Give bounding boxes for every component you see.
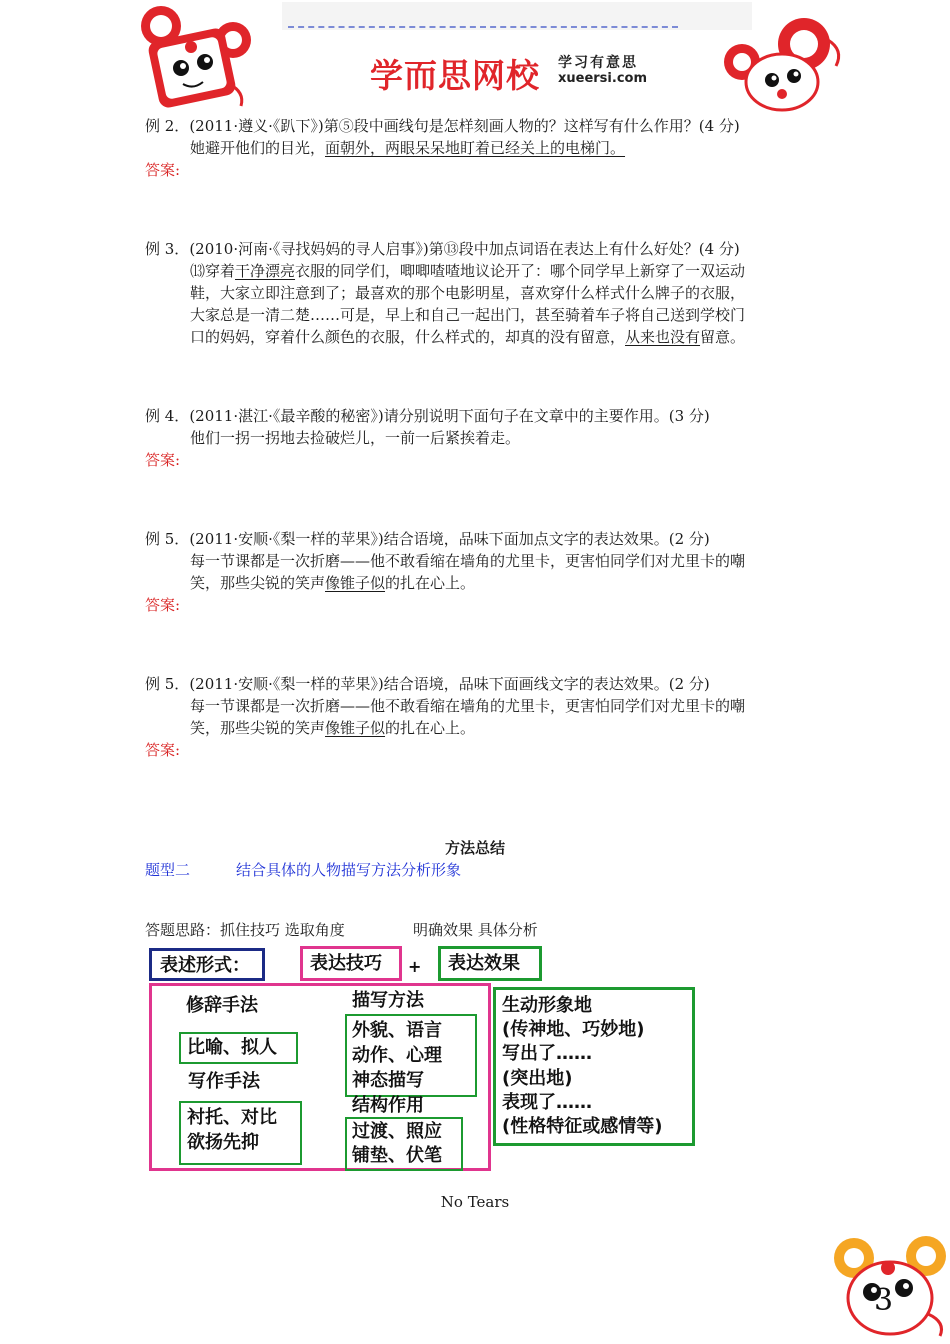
header-strip bbox=[282, 2, 752, 30]
rhetoric-title: 修辞手法 bbox=[186, 995, 258, 1016]
brand-logo bbox=[370, 50, 648, 97]
structure-items: 过渡、照应 bbox=[352, 1121, 442, 1142]
example-3-passage-line: 口的妈妈，穿着什么颜色的衣服，什么样式的，却真的没有留意，从来也没有留意。 bbox=[190, 328, 746, 346]
example-4-passage: 他们一拐一拐地去捡破烂儿，一前一后紧挨着走。 bbox=[190, 429, 521, 447]
brand-url: xueersi.com bbox=[558, 71, 648, 86]
answer-label: 答案: bbox=[145, 741, 181, 759]
answer-approach-2: 明确效果 具体分析 bbox=[413, 921, 538, 939]
form-label: 表述形式： bbox=[160, 955, 250, 976]
example-label: 例 4． bbox=[145, 407, 190, 425]
structure-title: 结构作用 bbox=[352, 1095, 424, 1116]
example-3-passage-line: 鞋，大家立即注意到了；最喜欢的那个电影明星，喜欢穿什么样式什么牌子的衣服， bbox=[190, 284, 746, 302]
technique-panel bbox=[149, 983, 491, 1171]
effect-line: 生动形象地 bbox=[502, 995, 592, 1016]
example-4-question: 例 4．(2011·湛江·《最辛酸的秘密》)请分别说明下面句子在文章中的主要作用。(3 分) bbox=[145, 407, 710, 425]
effect-line: 写出了…… bbox=[502, 1043, 592, 1064]
page-number: 3 bbox=[874, 1283, 894, 1318]
answer-approach: 答题思路：抓住技巧 选取角度 bbox=[145, 921, 345, 939]
footer-caption: No Tears bbox=[440, 1193, 510, 1211]
underlined-text: 面朝外，两眼呆呆地盯着已经关上的电梯门。 bbox=[325, 139, 626, 157]
example-5b-question: 例 5．(2011·安顺·《梨一样的苹果》)结合语境，品味下面画线文字的表达效果。(2 分) bbox=[145, 675, 710, 693]
writing-items: 衬托、对比 bbox=[187, 1107, 277, 1128]
effect-line: (突出地) bbox=[502, 1068, 573, 1089]
example-3-question: 例 3．(2010·河南·《寻找妈妈的寻人启事》)第⑬段中加点词语在表达上有什么好处？(4 分) bbox=[145, 240, 740, 258]
effect-line: 表现了…… bbox=[502, 1092, 592, 1113]
effect-panel bbox=[493, 987, 695, 1146]
writing-box bbox=[179, 1101, 302, 1165]
answer-label: 答案: bbox=[145, 451, 181, 469]
description-items: 动作、心理 bbox=[352, 1045, 442, 1066]
example-2-passage: 她避开他们的目光，面朝外，两眼呆呆地盯着已经关上的电梯门。 bbox=[190, 139, 626, 157]
description-title: 描写方法 bbox=[352, 990, 424, 1011]
underlined-text: 像锥子似 bbox=[325, 719, 386, 737]
rhetoric-items: 比喻、拟人 bbox=[187, 1037, 277, 1058]
technique-label-box bbox=[300, 946, 402, 981]
plus-sign: + bbox=[408, 957, 422, 976]
form-label-box bbox=[149, 948, 265, 981]
example-3-passage-line: ⒀穿着干净漂亮衣服的同学们，唧唧喳喳地议论开了：哪个同学早上新穿了一双运动 bbox=[190, 262, 746, 280]
brand-name: 学而思网校 bbox=[370, 56, 540, 95]
effect-line: (性格特征或感情等) bbox=[502, 1116, 663, 1137]
example-2-question: 例 2．(2011·遵义·《趴下》)第⑤段中画线句是怎样刻画人物的？这样写有什么作用？(4 分) bbox=[145, 117, 740, 135]
description-box bbox=[345, 1014, 477, 1097]
question-type-description: 结合具体的人物描写方法分析形象 bbox=[236, 861, 462, 879]
mascot-left-icon bbox=[133, 4, 263, 112]
example-5b-passage-line: 笑，那些尖锐的笑声像锥子似的扎在心上。 bbox=[190, 719, 476, 737]
rhetoric-box bbox=[179, 1032, 298, 1064]
effect-label-box bbox=[438, 946, 542, 981]
description-items: 神态描写 bbox=[352, 1070, 424, 1091]
example-label: 例 5． bbox=[145, 675, 190, 693]
brand-slogan: 学习有意思 bbox=[558, 55, 638, 71]
description-items: 外貌、语言 bbox=[352, 1020, 442, 1041]
example-label: 例 3． bbox=[145, 240, 190, 258]
example-5a-passage-line: 笑，那些尖锐的笑声像锥子似的扎在心上。 bbox=[190, 574, 476, 592]
structure-items: 铺垫、伏笔 bbox=[352, 1145, 442, 1166]
example-5a-question: 例 5．(2011·安顺·《梨一样的苹果》)结合语境，品味下面加点文字的表达效果。(2 分) bbox=[145, 530, 710, 548]
example-5a-passage-line: 每一节课都是一次折磨——他不敢看缩在墙角的尤里卡，更害怕同学们对尤里卡的嘲 bbox=[190, 552, 746, 570]
underlined-text: 从来也没有 bbox=[625, 328, 701, 346]
summary-title: 方法总结 bbox=[444, 839, 505, 857]
structure-box bbox=[345, 1117, 463, 1171]
effect-line: (传神地、巧妙地) bbox=[502, 1019, 645, 1040]
writing-items: 欲扬先抑 bbox=[187, 1132, 259, 1153]
example-label: 例 2． bbox=[145, 117, 190, 135]
answer-label: 答案: bbox=[145, 161, 181, 179]
example-label: 例 5． bbox=[145, 530, 190, 548]
effect-label: 表达效果 bbox=[448, 953, 520, 974]
technique-label: 表达技巧 bbox=[310, 953, 382, 974]
question-type-label: 题型二 bbox=[145, 861, 191, 879]
underlined-text: 像锥子似 bbox=[325, 574, 386, 592]
answer-label: 答案: bbox=[145, 596, 181, 614]
example-3-passage-line: 大家总是一清二楚……可是，早上和自己一起出门，甚至骑着车子将自己送到学校门 bbox=[190, 306, 746, 324]
underlined-text: 干净漂亮 bbox=[235, 262, 296, 280]
writing-title: 写作手法 bbox=[188, 1071, 260, 1092]
mascot-right-icon bbox=[716, 10, 851, 114]
example-5b-passage-line: 每一节课都是一次折磨——他不敢看缩在墙角的尤里卡，更害怕同学们对尤里卡的嘲 bbox=[190, 697, 746, 715]
